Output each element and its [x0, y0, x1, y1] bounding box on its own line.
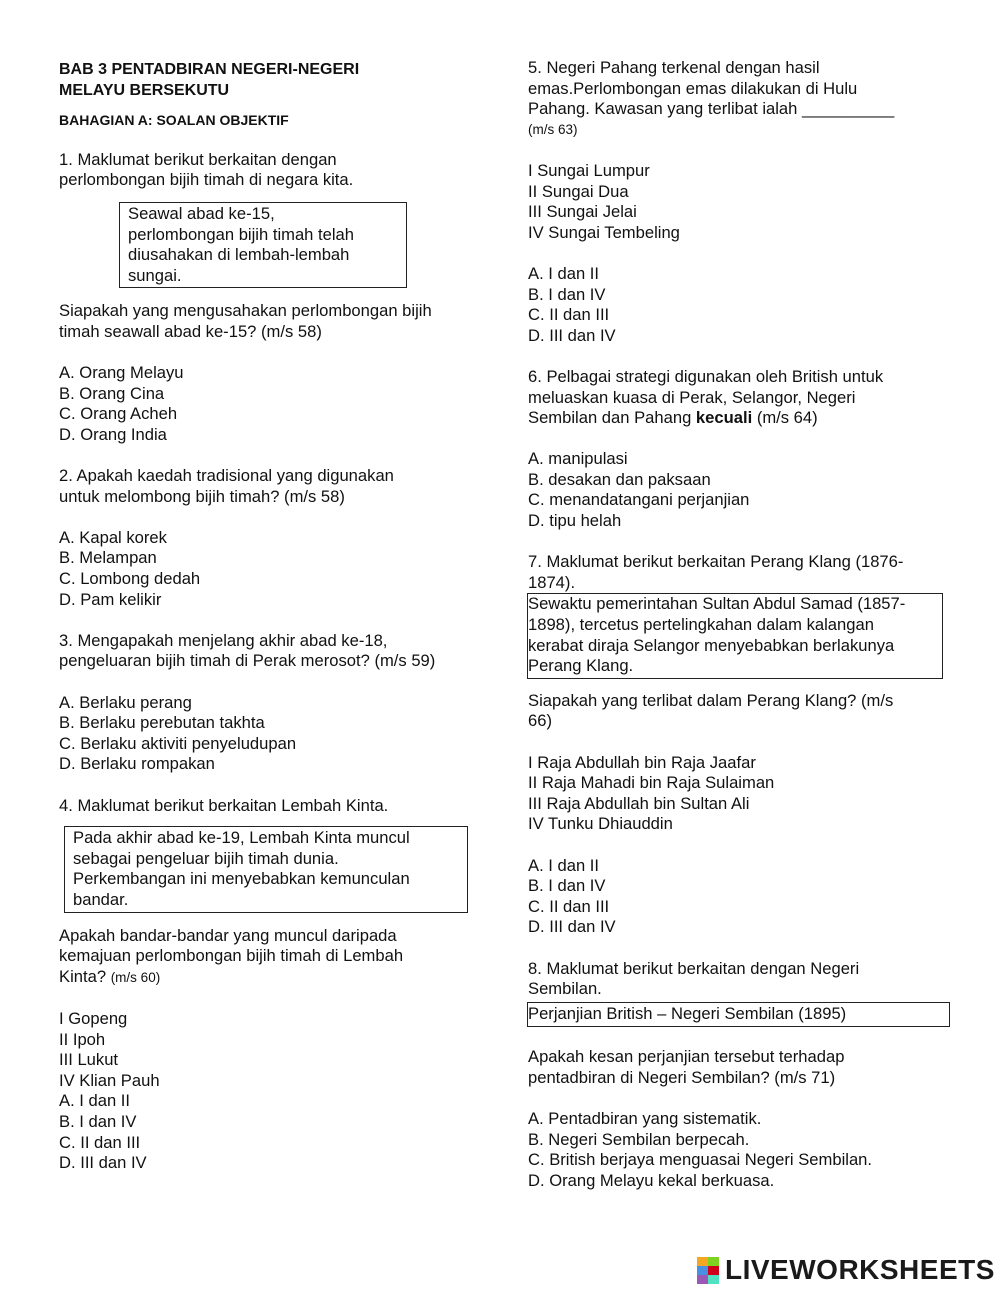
question-5-stem: 5. Negeri Pahang terkenal dengan hasil	[528, 58, 820, 77]
question-3-stem: 3. Mengapakah menjelang akhir abad ke-18,	[59, 630, 388, 650]
question-7: 7. Maklumat berikut berkaitan Perang Klang (1876- 1874). Sewaktu pemerintahan Sultan Abdul Samad (1857- 1898), tercetus pertelingkahan dalam kalangan kerabat diraja Selangor menyebabkan berlakunya Perang Klang. Siapakah yang terlibat dalam Perang Klang? (m/s 66) I Raja Abdullah bin Raja Jaafar II Raja Mahadi bin Raja Sulaiman III Raja Abdullah bin Sultan Ali IV Tunku Dhiauddin A. I dan II B. I dan IV C. II dan III D. III dan IV	[528, 552, 953, 938]
option-a: A. Berlaku perang	[59, 692, 192, 712]
question-1-stem: 1. Maklumat berikut berkaitan dengan	[59, 149, 337, 169]
option-c: C. Orang Acheh	[59, 404, 178, 424]
option-a: A. I dan II	[59, 1091, 131, 1111]
question-2-stem: 2. Apakah kaedah tradisional yang digunakan	[59, 466, 394, 486]
option-d: D. Berlaku rompakan	[59, 754, 215, 774]
statement-ii: II Ipoh	[59, 1029, 106, 1049]
statement-i: I Gopeng	[59, 1008, 128, 1028]
page-reference: (m/s 63)	[528, 121, 578, 137]
option-b: B. Berlaku perebutan takhta	[59, 713, 265, 733]
option-b: B. Negeri Sembilan berpecah.	[528, 1129, 750, 1149]
question-1: 1. Maklumat berikut berkaitan dengan perlombongan bijih timah di negara kita. Seawal abad ke-15, perlombongan bijih timah telah diusahakan di lembah-lembah sungai. Siapakah yang mengusahakan perlombongan bijih timah seawall abad ke-15? (m/s 58) A. Orang Melayu B. Orang Cina C. Orang Acheh D. Orang India	[59, 150, 479, 446]
statement-iii: III Sungai Jelai	[528, 202, 637, 222]
option-c: C. II dan III	[528, 305, 610, 325]
option-d: D. Orang India	[59, 424, 167, 444]
option-c: C. British berjaya menguasai Negeri Sembilan.	[528, 1150, 873, 1170]
statement-iv: IV Tunku Dhiauddin	[528, 814, 673, 834]
option-a: A. I dan II	[528, 855, 600, 875]
question-1-prompt: Siapakah yang mengusahakan perlombongan bijih	[59, 301, 432, 321]
question-8-info-box: Perjanjian British – Negeri Sembilan (1895)	[527, 1002, 950, 1028]
option-b: B. Orang Cina	[59, 383, 165, 403]
option-d: D. Orang Melayu kekal berkuasa.	[528, 1170, 775, 1190]
right-column	[528, 58, 953, 1191]
option-c: C. II dan III	[59, 1132, 141, 1152]
section-heading: BAHAGIAN A: SOALAN OBJEKTIF	[59, 112, 289, 129]
question-4: 4. Maklumat berikut berkaitan Lembah Kinta. Pada akhir abad ke-19, Lembah Kinta muncul sebagai pengeluar bijih timah dunia. Perkembangan ini menyebabkan kemunculan bandar. Apakah bandar-bandar yang muncul daripada kemajuan perlombongan bijih timah di Lembah Kinta? (m/s 60) I Gopeng II Ipoh III Lukut IV Klian Pauh A. I dan II B. I dan IV C. II dan III D. III dan IV	[59, 796, 479, 1174]
option-d: D. Pam kelikir	[59, 589, 162, 609]
question-5: 5. Negeri Pahang terkenal dengan hasil emas.Perlombongan emas dilakukan di Hulu Pahang. Kawasan yang terlibat ialah __________ (m/s 63) I Sungai Lumpur II Sungai Dua III Sungai Jelai IV Sungai Tembeling A. I dan II B. I dan IV C. II dan III D. III dan IV	[528, 58, 953, 346]
statement-i: I Raja Abdullah bin Raja Jaafar	[528, 752, 756, 772]
option-b: B. Melampan	[59, 548, 157, 568]
liveworksheets-logo-text: LIVEWORKSHEETS	[725, 1254, 995, 1285]
question-3: 3. Mengapakah menjelang akhir abad ke-18, pengeluaran bijih timah di Perak merosot? (m/s 59) A. Berlaku perang B. Berlaku perebutan takhta C. Berlaku aktiviti penyeludupan D. Berlaku rompakan	[59, 631, 479, 775]
page-reference: (m/s 60)	[110, 969, 161, 985]
liveworksheets-logo-icon	[697, 1257, 719, 1284]
option-c: C. II dan III	[528, 896, 610, 916]
question-6-stem: 6. Pelbagai strategi digunakan oleh British untuk	[528, 366, 884, 386]
option-c: C. menandatangani perjanjian	[528, 490, 750, 510]
option-b: B. I dan IV	[528, 876, 606, 896]
question-2: 2. Apakah kaedah tradisional yang digunakan untuk melombong bijih timah? (m/s 58) A. Kapal korek B. Melampan C. Lombong dedah D. Pam kelikir	[59, 466, 479, 610]
question-7-info-box: Sewaktu pemerintahan Sultan Abdul Samad (1857- 1898), tercetus pertelingkahan dalam kalangan kerabat diraja Selangor menyebabkan berlakunya Perang Klang.	[527, 593, 943, 678]
statement-i: I Sungai Lumpur	[528, 160, 650, 180]
statement-ii: II Sungai Dua	[528, 181, 629, 201]
emphasis-kecuali: kecuali	[695, 408, 753, 428]
option-b: B. desakan dan paksaan	[528, 469, 711, 489]
option-a: A. Pentadbiran yang sistematik.	[528, 1109, 762, 1129]
statement-iii: III Lukut	[59, 1050, 119, 1070]
question-8: 8. Maklumat berikut berkaitan dengan Negeri Sembilan. Perjanjian British – Negeri Sembilan (1895) Apakah kesan perjanjian tersebut terhadap pentadbiran di Negeri Sembilan? (m/s 71) A. Pentadbiran yang sistematik. B. Negeri Sembilan berpecah. C. British berjaya menguasai Negeri Sembilan. D. Orang Melayu kekal berkuasa.	[528, 959, 953, 1192]
question-7-prompt: Siapakah yang terlibat dalam Perang Klang? (m/s	[528, 690, 894, 710]
statement-iii: III Raja Abdullah bin Sultan Ali	[528, 793, 750, 813]
question-6: 6. Pelbagai strategi digunakan oleh British untuk meluaskan kuasa di Perak, Selangor, Negeri Sembilan dan Pahang kecuali (m/s 64) A. manipulasi B. desakan dan paksaan C. menandatangani perjanjian D. tipu helah	[528, 367, 953, 532]
option-a: A. Orang Melayu	[59, 363, 184, 383]
question-1-info-box: Seawal abad ke-15, perlombongan bijih timah telah diusahakan di lembah-lembah sungai.	[119, 202, 407, 288]
question-4-info-box: Pada akhir abad ke-19, Lembah Kinta muncul sebagai pengeluar bijih timah dunia. Perkembangan ini menyebabkan kemunculan bandar.	[64, 826, 468, 912]
question-7-stem: 7. Maklumat berikut berkaitan Perang Klang (1876-	[528, 552, 904, 572]
statement-iv: IV Klian Pauh	[59, 1070, 160, 1090]
question-4-stem: 4. Maklumat berikut berkaitan Lembah Kinta.	[59, 795, 389, 815]
question-8-stem: 8. Maklumat berikut berkaitan dengan Negeri	[528, 958, 860, 978]
option-a: A. I dan II	[528, 263, 600, 283]
option-d: D. III dan IV	[528, 917, 616, 937]
option-d: D. tipu helah	[528, 511, 622, 531]
left-column	[59, 58, 479, 1174]
option-c: C. Lombong dedah	[59, 569, 201, 589]
option-d: D. III dan IV	[528, 325, 616, 345]
option-b: B. I dan IV	[528, 284, 606, 304]
option-a: A. manipulasi	[528, 449, 628, 469]
page-title: BAB 3 PENTADBIRAN NEGERI-NEGERI MELAYU BERSEKUTU	[59, 61, 360, 99]
statement-iv: IV Sungai Tembeling	[528, 222, 680, 242]
option-c: C. Berlaku aktiviti penyeludupan	[59, 733, 297, 753]
option-a: A. Kapal korek	[59, 527, 167, 547]
option-d: D. III dan IV	[59, 1153, 147, 1173]
question-4-prompt: Apakah bandar-bandar yang muncul daripada	[59, 925, 397, 945]
question-8-prompt: Apakah kesan perjanjian tersebut terhadap	[528, 1047, 845, 1067]
option-b: B. I dan IV	[59, 1111, 137, 1131]
statement-ii: II Raja Mahadi bin Raja Sulaiman	[528, 773, 775, 793]
liveworksheets-logo	[697, 1256, 995, 1284]
